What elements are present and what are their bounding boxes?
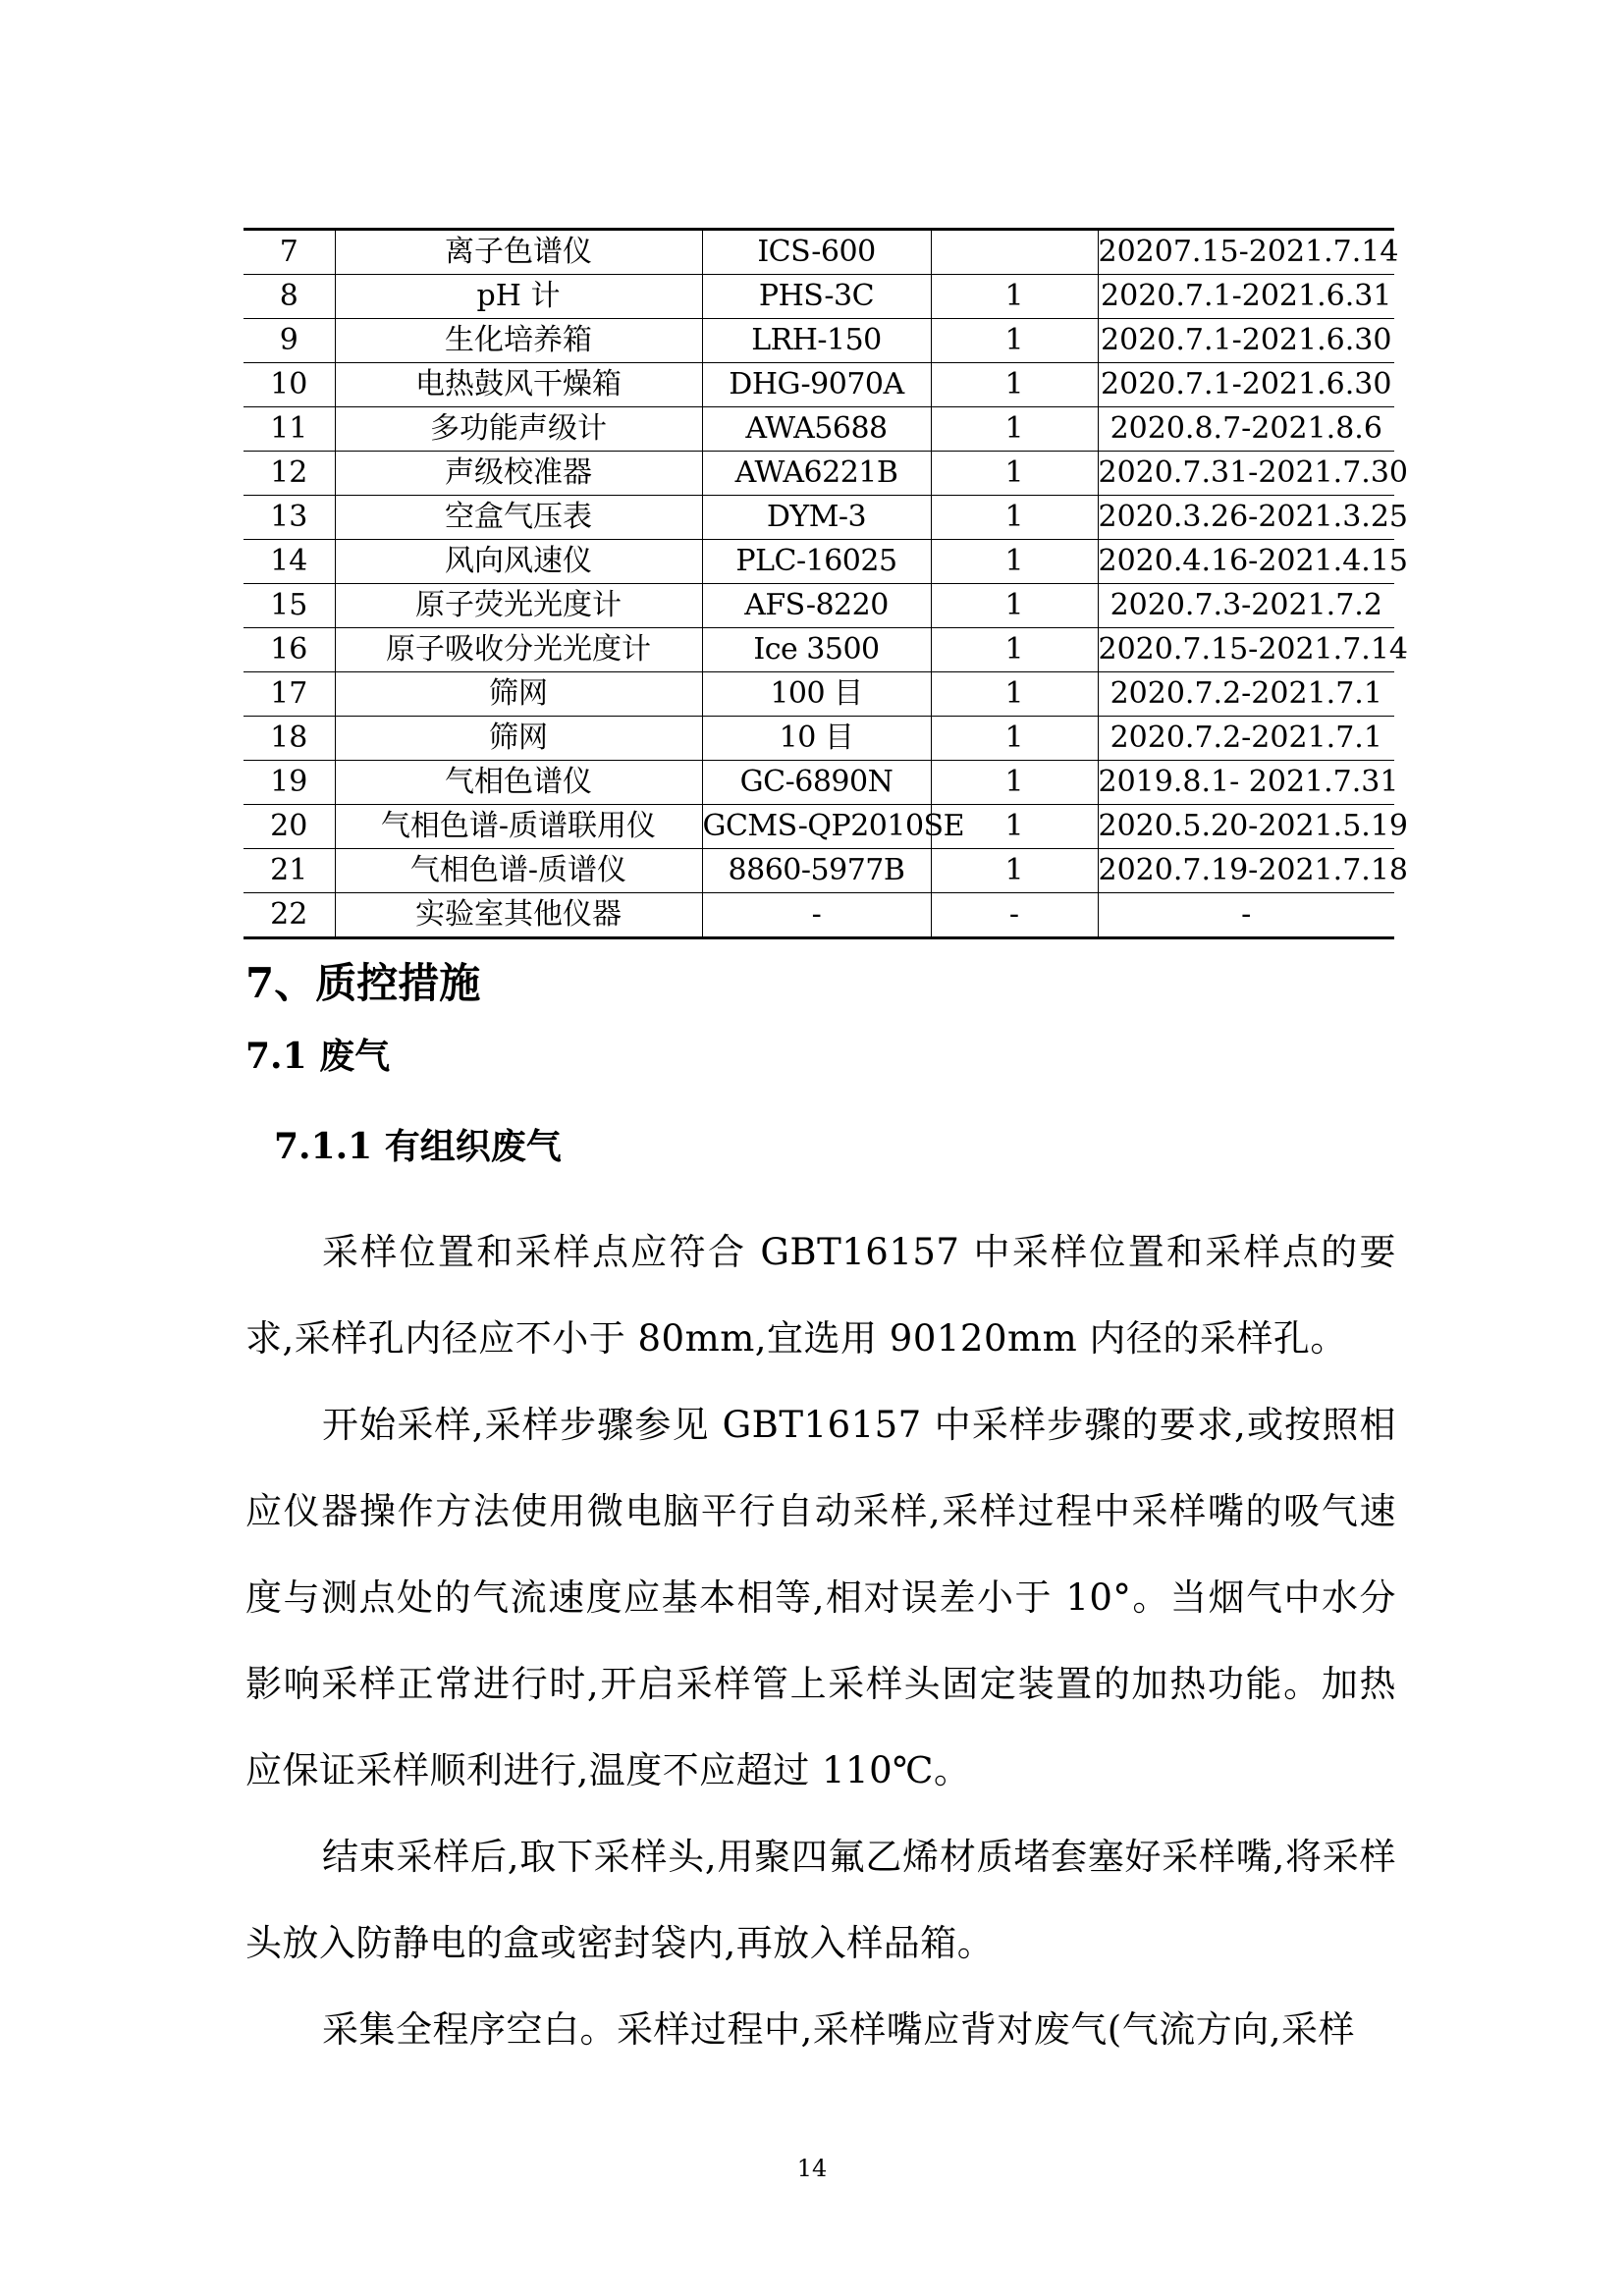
cell-model: GC-6890N — [702, 761, 931, 805]
equipment-table — [244, 228, 1408, 939]
cell-model: DHG-9070A — [702, 363, 931, 407]
cell-model: 8860-5977B — [702, 849, 931, 893]
cell-model: PHS-3C — [702, 275, 931, 319]
cell-no: 12 — [244, 452, 335, 496]
cell-no: 11 — [244, 407, 335, 452]
table-row — [244, 540, 1394, 584]
paragraph: 采集全程序空白。采样过程中,采样嘴应背对废气(气流方向,采样 — [322, 2008, 1355, 2051]
cell-validity: 2020.8.7-2021.8.6 — [1098, 407, 1394, 452]
table-row — [244, 893, 1394, 938]
cell-validity: 2020.7.15-2021.7.14 — [1098, 628, 1394, 672]
cell-validity: 2020.4.16-2021.4.15 — [1098, 540, 1394, 584]
cell-name: 气相色谱-质谱联用仪 — [335, 805, 702, 849]
cell-qty: 1 — [931, 584, 1098, 628]
cell-no: 15 — [244, 584, 335, 628]
cell-qty: 1 — [931, 496, 1098, 540]
cell-no: 18 — [244, 717, 335, 761]
sub-heading: 7.1 废气 — [245, 1036, 391, 1077]
cell-model: PLC-16025 — [702, 540, 931, 584]
table-row — [244, 230, 1394, 275]
cell-qty — [931, 230, 1098, 275]
cell-name: 多功能声级计 — [335, 407, 702, 452]
cell-name: 原子荧光光度计 — [335, 584, 702, 628]
cell-validity: 2020.7.19-2021.7.18 — [1098, 849, 1394, 893]
cell-model: Ice 3500 — [702, 628, 931, 672]
cell-name: 离子色谱仪 — [335, 230, 702, 275]
table-row — [244, 628, 1394, 672]
cell-qty: 1 — [931, 540, 1098, 584]
cell-no: 10 — [244, 363, 335, 407]
cell-validity: 2020.7.3-2021.7.2 — [1098, 584, 1394, 628]
table-row — [244, 275, 1394, 319]
subsub-heading: 7.1.1 有组织废气 — [274, 1126, 562, 1167]
cell-validity: 2020.7.1-2021.6.30 — [1098, 319, 1394, 363]
cell-model: AWA5688 — [702, 407, 931, 452]
table-row — [244, 584, 1394, 628]
cell-name: 电热鼓风干燥箱 — [335, 363, 702, 407]
cell-validity: 2020.7.1-2021.6.30 — [1098, 363, 1394, 407]
cell-no: 21 — [244, 849, 335, 893]
cell-model: AWA6221B — [702, 452, 931, 496]
cell-qty: 1 — [931, 849, 1098, 893]
table-row — [244, 319, 1394, 363]
cell-name: 风向风速仪 — [335, 540, 702, 584]
paragraph: 开始采样,采样步骤参见 GBT16157 中采样步骤的要求,或按照相应仪器操作方法使用微电脑平行自动采样,采样过程中采样嘴的吸气速度与测点处的气流速度应基本相等,相对误差小于 10°。当烟气中水分影响采样正常进行时,开启采样管上采样头固定装置的加热功能。加热应保证采样顺利进行,温度不应超过 110℃。 — [245, 1404, 1396, 1791]
cell-validity: 2020.7.2-2021.7.1 — [1098, 717, 1394, 761]
cell-name: 筛网 — [335, 717, 702, 761]
cell-validity: 20207.15-2021.7.14 — [1098, 230, 1394, 275]
table-row — [244, 452, 1394, 496]
cell-model: - — [702, 893, 931, 938]
cell-qty: 1 — [931, 275, 1098, 319]
cell-model: 100 目 — [702, 672, 931, 717]
table-row — [244, 407, 1394, 452]
cell-validity: 2020.7.31-2021.7.30 — [1098, 452, 1394, 496]
table-row — [244, 761, 1394, 805]
cell-validity: 2020.5.20-2021.5.19 — [1098, 805, 1394, 849]
cell-qty: 1 — [931, 761, 1098, 805]
cell-qty: 1 — [931, 407, 1098, 452]
cell-validity: 2020.3.26-2021.3.25 — [1098, 496, 1394, 540]
cell-no: 16 — [244, 628, 335, 672]
cell-validity: 2020.7.1-2021.6.31 — [1098, 275, 1394, 319]
paragraph: 结束采样后,取下采样头,用聚四氟乙烯材质堵套塞好采样嘴,将采样头放入防静电的盒或密封袋内,再放入样品箱。 — [245, 1836, 1396, 1964]
cell-qty: 1 — [931, 452, 1098, 496]
cell-no: 13 — [244, 496, 335, 540]
cell-model: LRH-150 — [702, 319, 931, 363]
cell-qty: 1 — [931, 363, 1098, 407]
cell-name: 空盒气压表 — [335, 496, 702, 540]
table-row — [244, 363, 1394, 407]
cell-qty: - — [931, 893, 1098, 938]
cell-model: DYM-3 — [702, 496, 931, 540]
cell-no: 20 — [244, 805, 335, 849]
cell-no: 17 — [244, 672, 335, 717]
cell-model: 10 目 — [702, 717, 931, 761]
cell-validity: 2020.7.2-2021.7.1 — [1098, 672, 1394, 717]
cell-model: GCMS-QP2010SE — [702, 805, 931, 849]
cell-qty: 1 — [931, 319, 1098, 363]
cell-no: 19 — [244, 761, 335, 805]
body-text — [245, 1209, 1396, 2073]
table-row — [244, 805, 1394, 849]
cell-no: 14 — [244, 540, 335, 584]
cell-name: 筛网 — [335, 672, 702, 717]
cell-no: 9 — [244, 319, 335, 363]
cell-no: 22 — [244, 893, 335, 938]
cell-name: 气相色谱-质谱仪 — [335, 849, 702, 893]
cell-name: 生化培养箱 — [335, 319, 702, 363]
cell-no: 7 — [244, 230, 335, 275]
table-row — [244, 717, 1394, 761]
table-row — [244, 672, 1394, 717]
paragraph: 采样位置和采样点应符合 GBT16157 中采样位置和采样点的要求,采样孔内径应不小于 80mm,宜选用 90120mm 内径的采样孔。 — [245, 1231, 1396, 1360]
equipment-table-body — [244, 230, 1408, 938]
table-row — [244, 496, 1394, 540]
cell-qty: 1 — [931, 717, 1098, 761]
cell-model: AFS-8220 — [702, 584, 931, 628]
cell-qty: 1 — [931, 628, 1098, 672]
cell-no: 8 — [244, 275, 335, 319]
cell-name: pH 计 — [335, 275, 702, 319]
cell-qty: 1 — [931, 672, 1098, 717]
table-row — [244, 849, 1394, 893]
cell-model: ICS-600 — [702, 230, 931, 275]
cell-name: 原子吸收分光光度计 — [335, 628, 702, 672]
cell-name: 声级校准器 — [335, 452, 702, 496]
cell-name: 实验室其他仪器 — [335, 893, 702, 938]
cell-validity: - — [1098, 893, 1394, 938]
cell-validity: 2019.8.1- 2021.7.31 — [1098, 761, 1394, 805]
section-heading: 7、质控措施 — [245, 959, 481, 1007]
page-number: 14 — [796, 2155, 828, 2182]
cell-name: 气相色谱仪 — [335, 761, 702, 805]
cell-qty: 1 — [931, 805, 1098, 849]
